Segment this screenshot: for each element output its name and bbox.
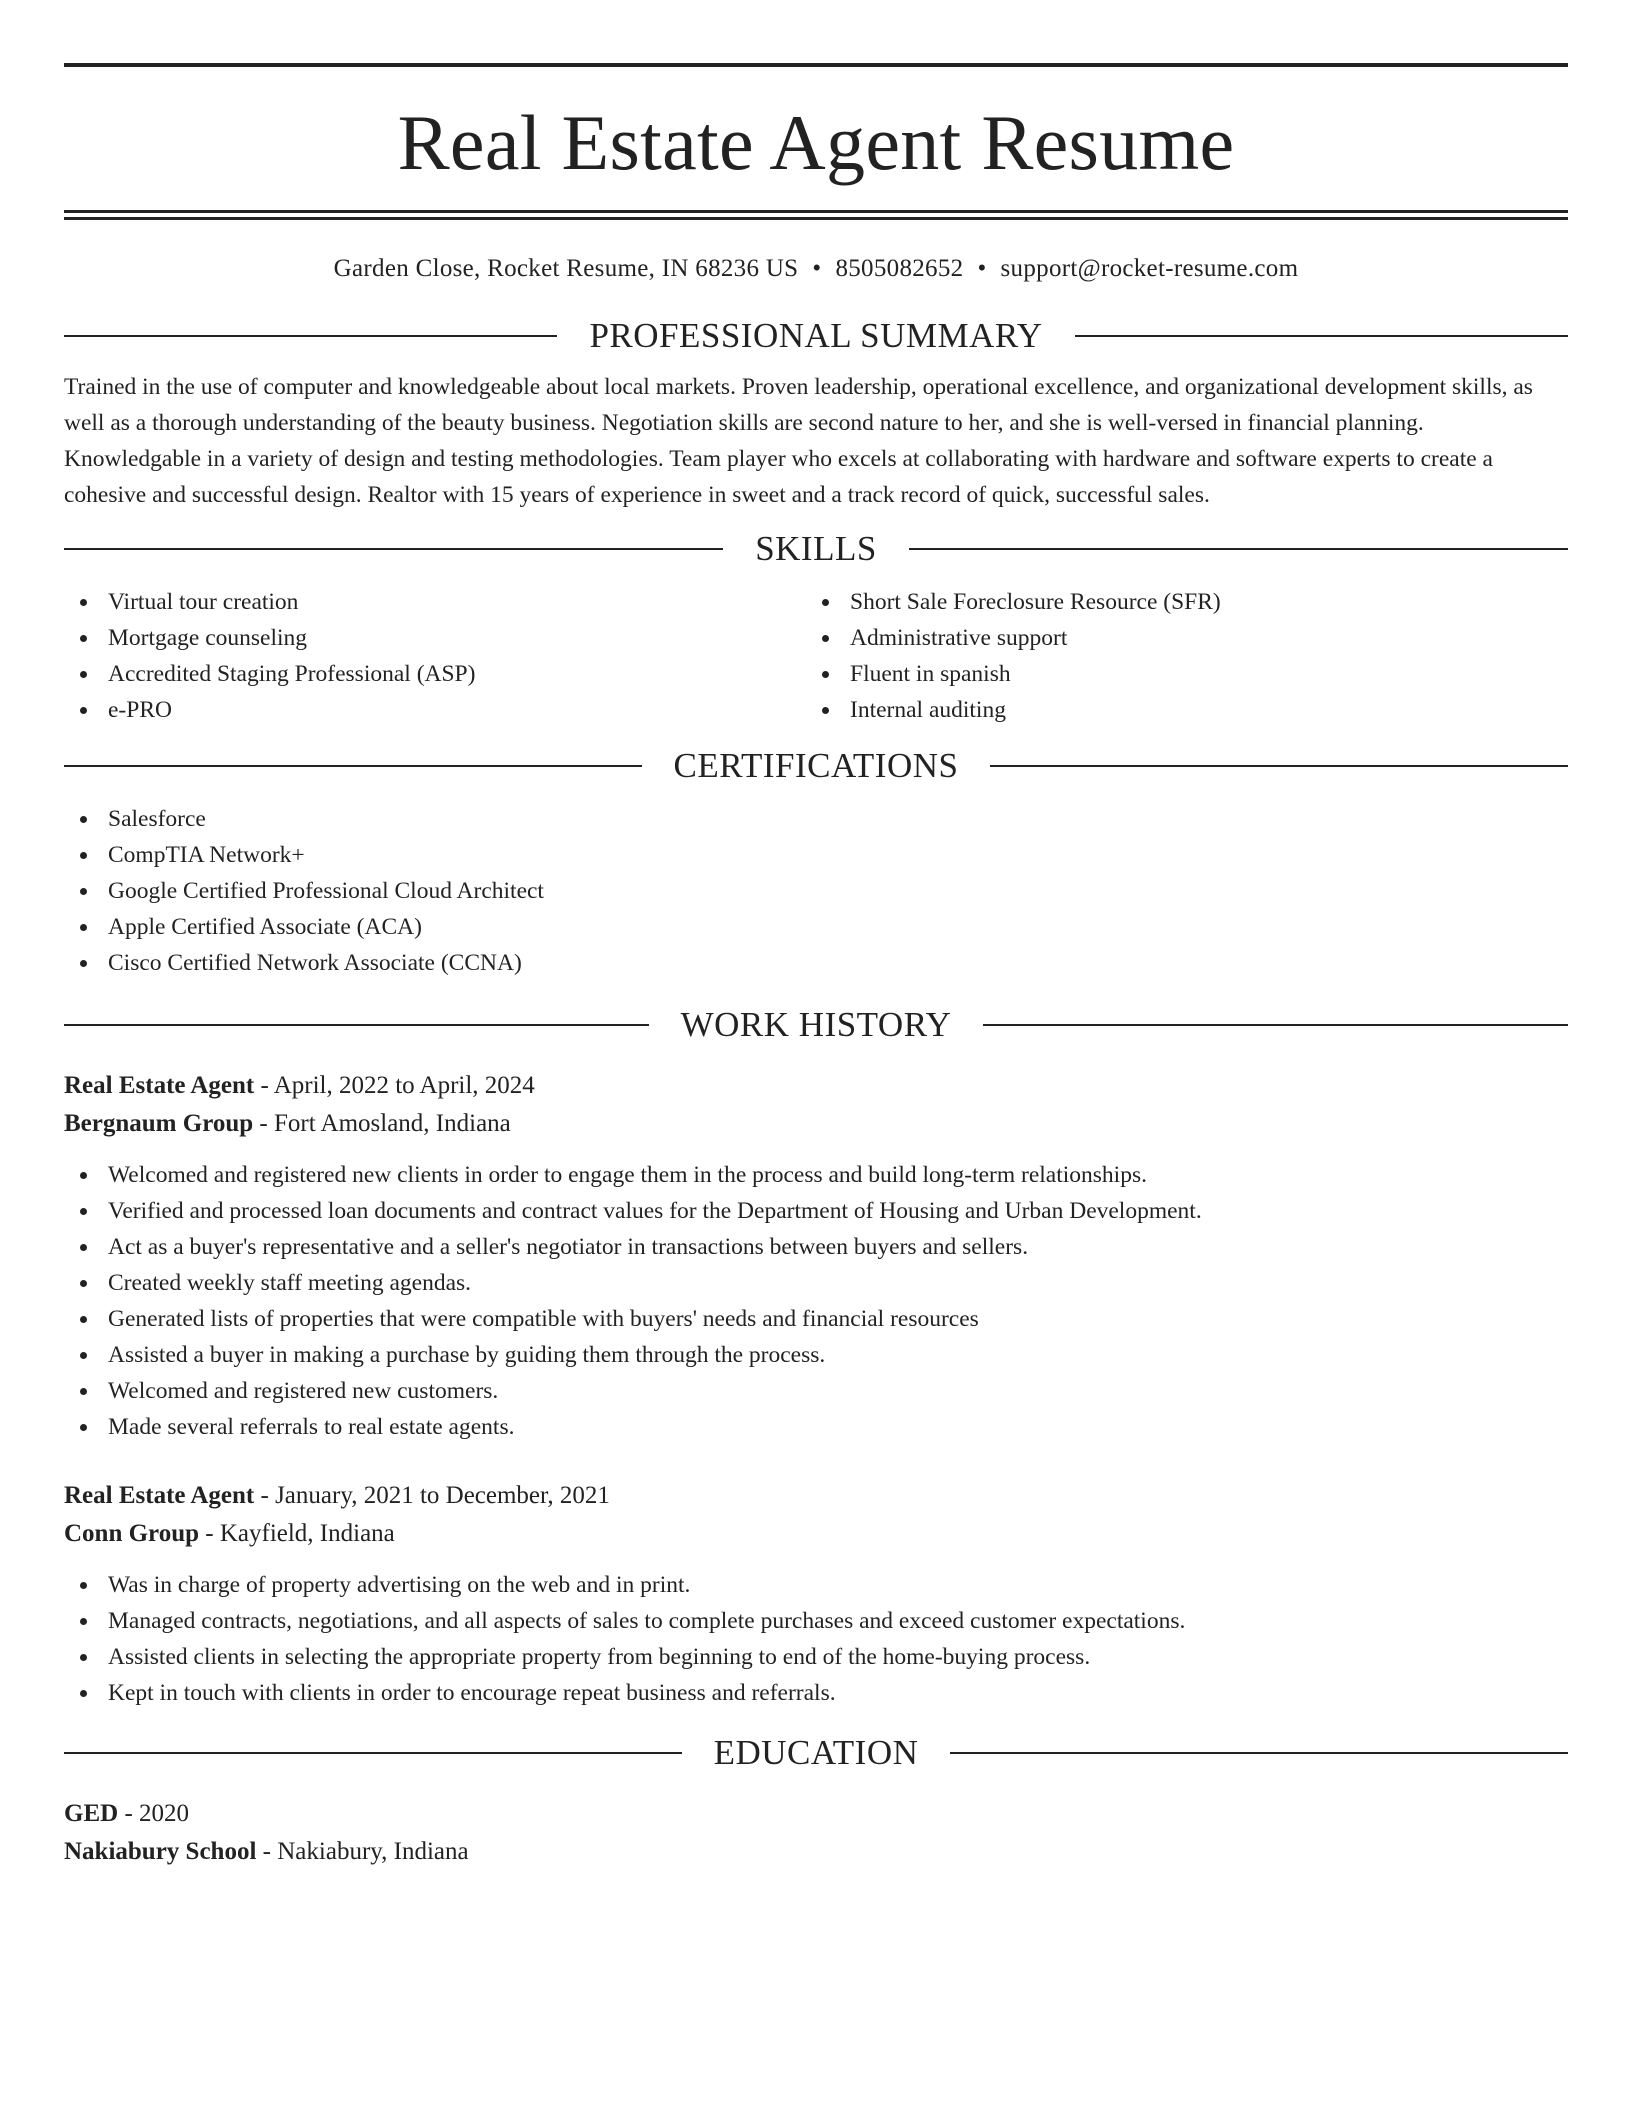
education-location: - Nakiabury, Indiana <box>256 1838 469 1865</box>
job-entry <box>64 1477 1568 1711</box>
contact-email: support@rocket-resume.com <box>1000 255 1299 282</box>
contact-address: Garden Close, Rocket Resume, IN 68236 US <box>333 255 799 282</box>
contact-separator: • <box>812 255 822 282</box>
job-location: - Fort Amosland, Indiana <box>253 1110 511 1137</box>
skills-heading-label: SKILLS <box>755 529 877 568</box>
job-duty-item: Generated lists of properties that were compatible with buyers' needs and financial resources <box>64 1301 1568 1337</box>
job-duties-list <box>64 1567 1568 1711</box>
skill-item: Short Sale Foreclosure Resource (SFR) <box>806 584 1548 620</box>
education-degree: GED <box>64 1800 119 1827</box>
certification-item: Cisco Certified Network Associate (CCNA) <box>64 945 1568 981</box>
skills-list <box>64 584 1568 728</box>
job-title-line <box>64 1477 1568 1515</box>
job-duty-item: Assisted a buyer in making a purchase by guiding them through the process. <box>64 1337 1568 1373</box>
certifications-heading <box>64 744 1568 788</box>
education-year: - 2020 <box>118 1800 190 1827</box>
skills-column-left <box>64 584 806 728</box>
skill-item: e-PRO <box>64 692 806 728</box>
heading-rule-right <box>1075 335 1568 337</box>
education-heading-label: EDUCATION <box>713 1733 919 1772</box>
contact-line <box>64 252 1568 286</box>
job-company: Bergnaum Group <box>64 1110 254 1137</box>
education-entry <box>64 1795 1568 1871</box>
skill-item: Internal auditing <box>806 692 1548 728</box>
title-double-rule <box>64 210 1568 220</box>
certification-item: CompTIA Network+ <box>64 837 1568 873</box>
job-duty-item: Welcomed and registered new customers. <box>64 1373 1568 1409</box>
job-duty-item: Kept in touch with clients in order to encourage repeat business and referrals. <box>64 1675 1568 1711</box>
job-duty-item: Managed contracts, negotiations, and all aspects of sales to complete purchases and exceed customer expectations. <box>64 1603 1568 1639</box>
job-title: Real Estate Agent <box>64 1482 255 1509</box>
contact-separator: • <box>977 255 987 282</box>
top-rule <box>64 63 1568 67</box>
job-duty-item: Made several referrals to real estate agents. <box>64 1409 1568 1445</box>
heading-rule-right <box>950 1752 1568 1754</box>
job-duty-item: Was in charge of property advertising on the web and in print. <box>64 1567 1568 1603</box>
heading-rule-left <box>64 1024 649 1026</box>
contact-phone: 8505082652 <box>835 255 964 282</box>
heading-rule-left <box>64 1752 682 1754</box>
job-title-line <box>64 1067 1568 1105</box>
skill-item: Virtual tour creation <box>64 584 806 620</box>
job-entry <box>64 1067 1568 1445</box>
certification-item: Google Certified Professional Cloud Architect <box>64 873 1568 909</box>
job-duty-item: Assisted clients in selecting the appropriate property from beginning to end of the home-buying process. <box>64 1639 1568 1675</box>
certifications-list <box>64 801 1568 981</box>
job-company-line <box>64 1105 1568 1143</box>
work-heading <box>64 1003 1568 1047</box>
skills-column-right <box>806 584 1548 728</box>
summary-text: Trained in the use of computer and knowledgeable about local markets. Proven leadership, operational excellence, and organizational development skills, as well as a thorough understanding of the beauty business. Negotiation skills are second nature to her, and she is well-versed in financial planning. Knowledgable in a variety of design and testing methodologies. Team player who excels at collaborating with hardware and software experts to create a cohesive and successful design. Realtor with 15 years of experience in sweet and a track record of quick, successful sales. <box>64 374 1533 508</box>
job-location: - Kayfield, Indiana <box>199 1520 395 1547</box>
certification-item: Salesforce <box>64 801 1568 837</box>
education-school-line <box>64 1833 1568 1871</box>
job-company-line <box>64 1515 1568 1553</box>
education-heading <box>64 1731 1568 1775</box>
heading-rule-right <box>909 548 1568 550</box>
skill-item: Mortgage counseling <box>64 620 806 656</box>
education-degree-line <box>64 1795 1568 1833</box>
certification-item: Apple Certified Associate (ACA) <box>64 909 1568 945</box>
heading-rule-right <box>983 1024 1568 1026</box>
certifications-heading-label: CERTIFICATIONS <box>673 746 959 785</box>
job-title: Real Estate Agent <box>64 1072 255 1099</box>
job-dates: - April, 2022 to April, 2024 <box>254 1072 535 1099</box>
summary-heading-label: PROFESSIONAL SUMMARY <box>589 316 1043 355</box>
heading-rule-left <box>64 335 557 337</box>
job-duty-item: Verified and processed loan documents and contract values for the Department of Housing and Urban Development. <box>64 1193 1568 1229</box>
summary-heading <box>64 314 1568 358</box>
education-school: Nakiabury School <box>64 1838 257 1865</box>
heading-rule-left <box>64 548 723 550</box>
resume-title: Real Estate Agent Resume <box>397 99 1235 186</box>
job-duty-item: Welcomed and registered new clients in order to engage them in the process and build long-term relationships. <box>64 1157 1568 1193</box>
skills-heading <box>64 527 1568 571</box>
skill-item: Administrative support <box>806 620 1548 656</box>
work-heading-label: WORK HISTORY <box>680 1005 952 1044</box>
skill-item: Fluent in spanish <box>806 656 1548 692</box>
job-duty-item: Act as a buyer's representative and a seller's negotiator in transactions between buyers and sellers. <box>64 1229 1568 1265</box>
job-duty-item: Created weekly staff meeting agendas. <box>64 1265 1568 1301</box>
job-dates: - January, 2021 to December, 2021 <box>254 1482 610 1509</box>
job-company: Conn Group <box>64 1520 200 1547</box>
skill-item: Accredited Staging Professional (ASP) <box>64 656 806 692</box>
heading-rule-left <box>64 765 642 767</box>
heading-rule-right <box>990 765 1568 767</box>
job-duties-list <box>64 1157 1568 1445</box>
